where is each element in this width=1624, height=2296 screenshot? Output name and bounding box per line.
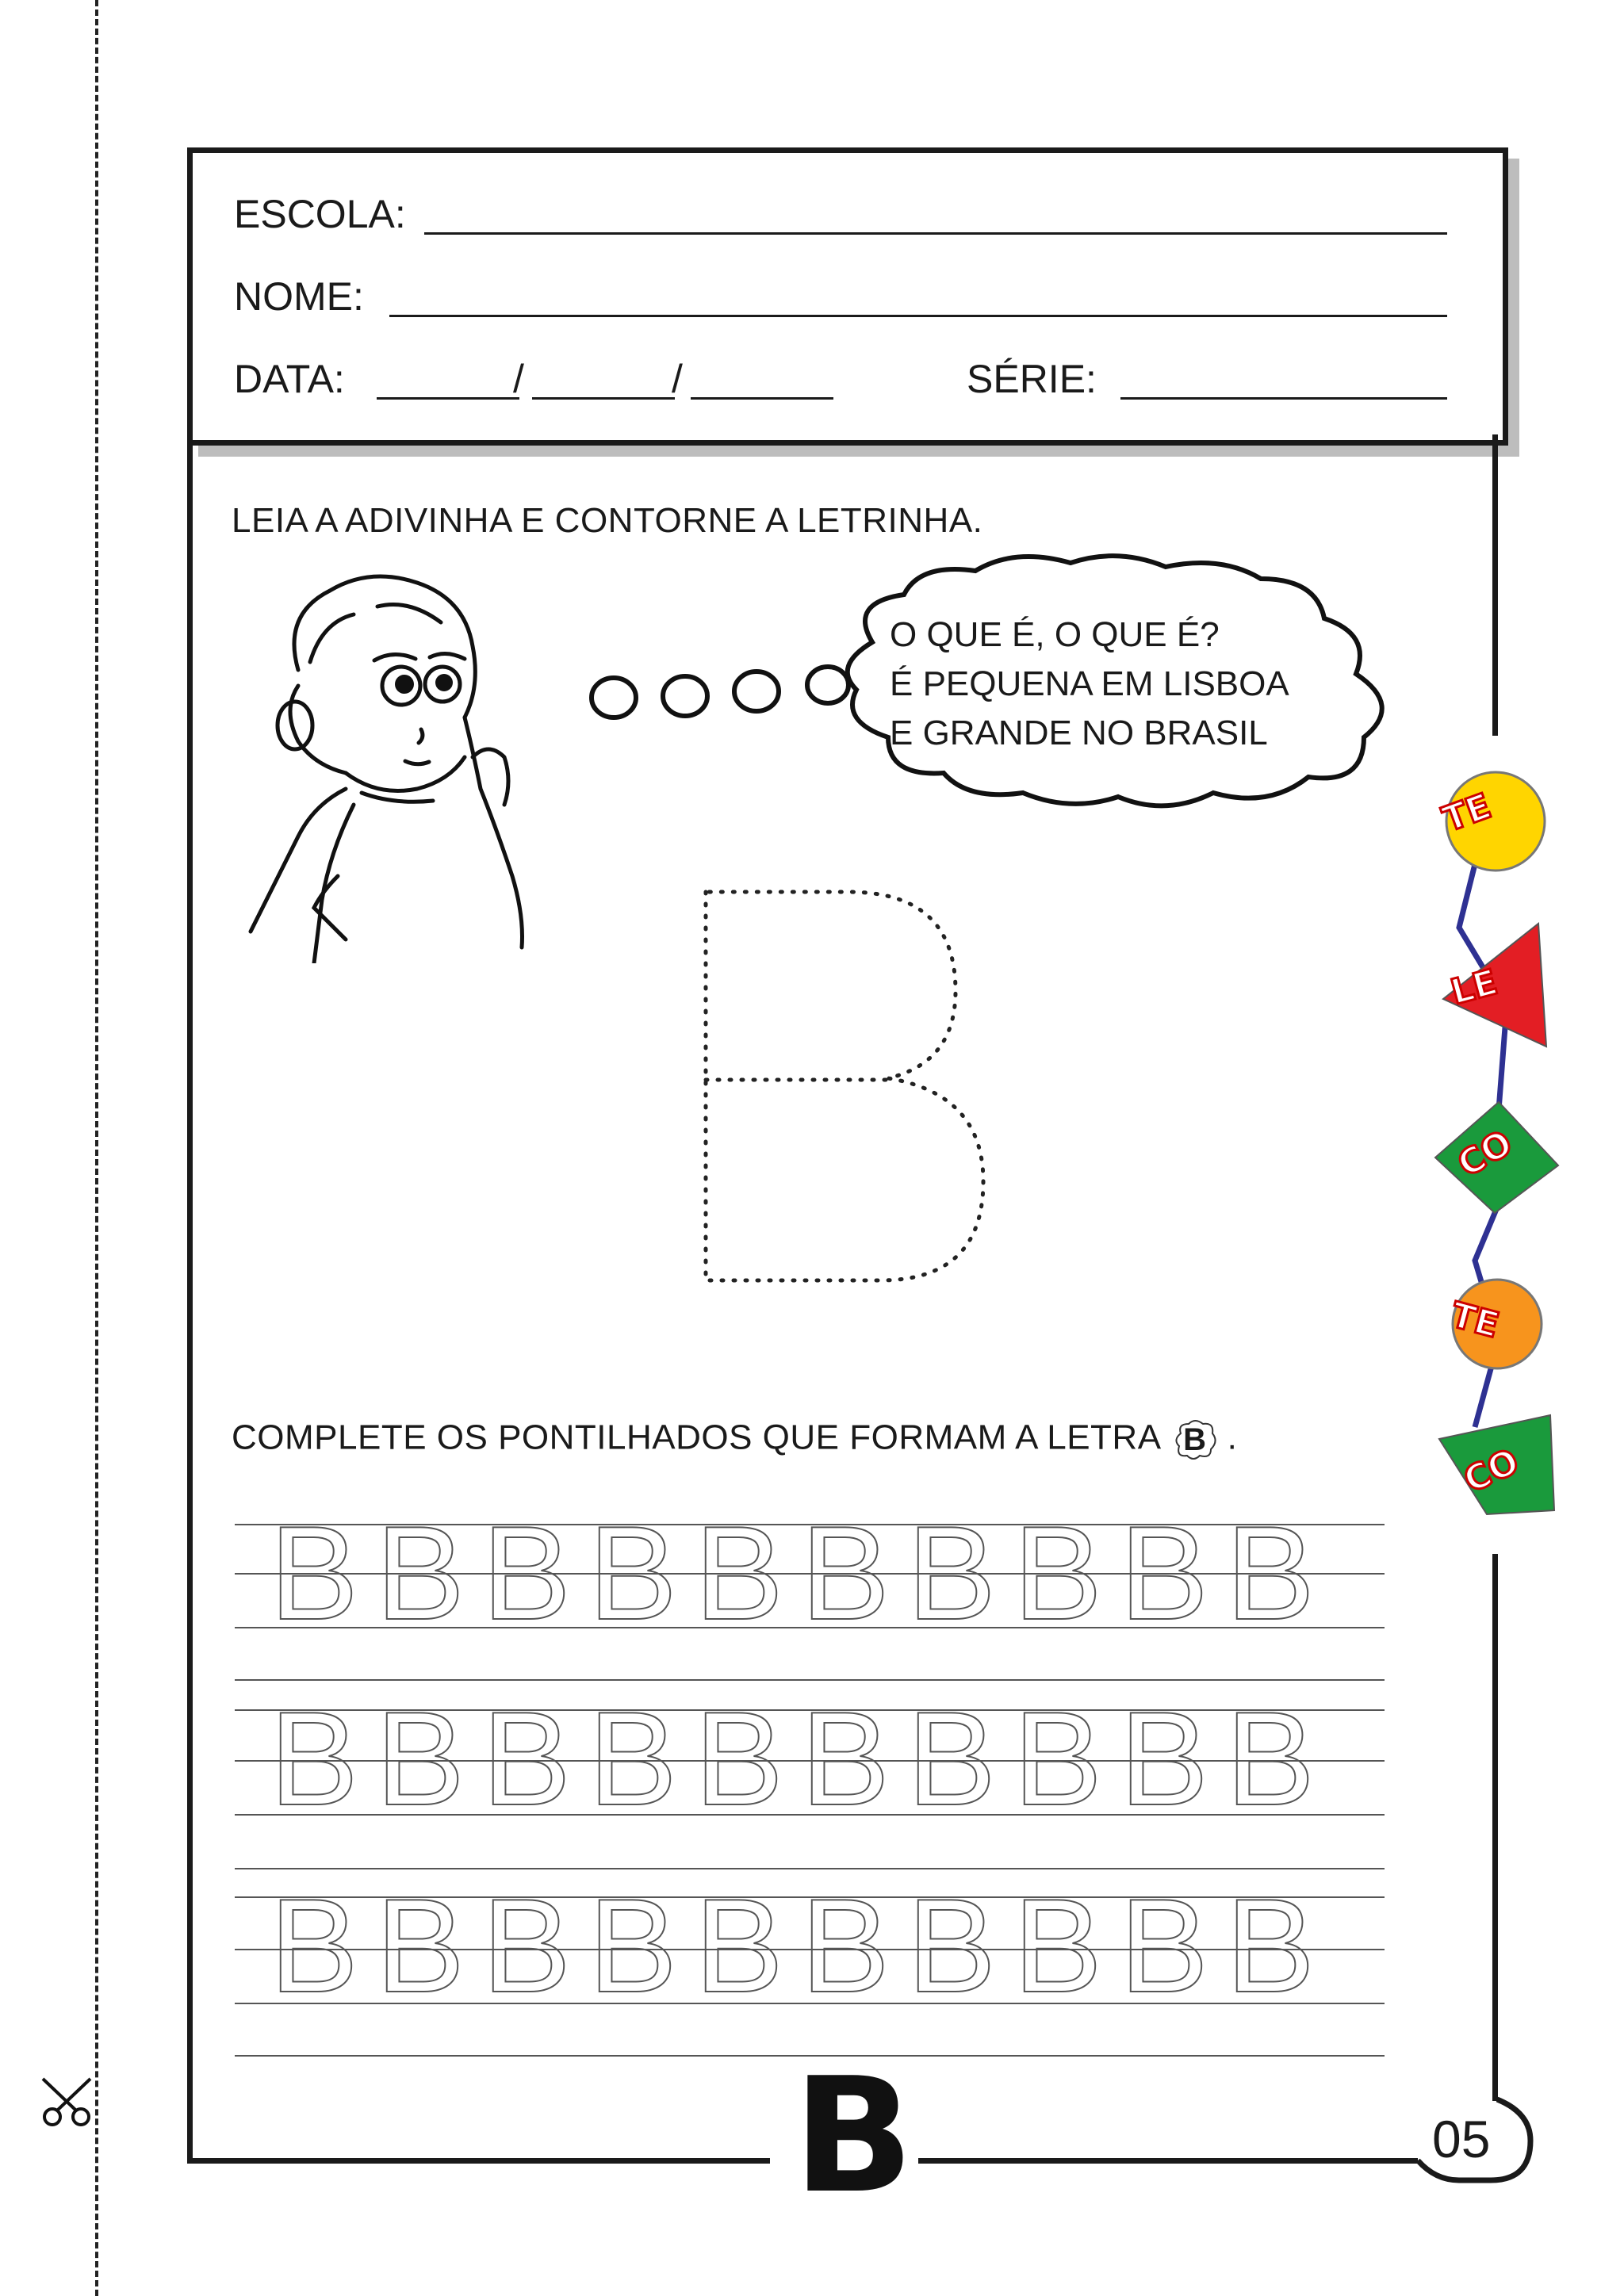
- exercise-instruction-text: COMPLETE OS PONTILHADOS QUE FORMAM A LETRA: [232, 1418, 1160, 1457]
- date-month-field[interactable]: [532, 397, 675, 400]
- trace-letter[interactable]: B: [695, 1498, 784, 1647]
- trace-letter[interactable]: B: [801, 1871, 891, 2020]
- guide-line: [235, 2003, 1385, 2004]
- riddle-text: [890, 610, 1289, 758]
- date-year-field[interactable]: [691, 397, 833, 400]
- guide-line: [235, 1679, 1385, 1681]
- guide-line: [235, 1949, 1385, 1950]
- date-separator: /: [513, 357, 524, 401]
- frame-border: [187, 2158, 770, 2164]
- guide-line: [235, 1524, 1385, 1525]
- trace-letter[interactable]: B: [1013, 1684, 1103, 1833]
- side-badge-label: TE: [1438, 786, 1496, 840]
- period: .: [1227, 1418, 1238, 1457]
- side-badge-label: CO: [1457, 1441, 1526, 1502]
- student-info-box: [187, 147, 1508, 446]
- name-field[interactable]: [389, 315, 1447, 317]
- side-badge-label: CO: [1450, 1122, 1519, 1186]
- thinking-boy-illustration: [235, 567, 544, 963]
- guide-line: [235, 1573, 1385, 1575]
- trace-letter[interactable]: B: [482, 1871, 572, 2020]
- riddle-line: E GRANDE NO BRASIL: [890, 714, 1268, 752]
- trace-letter[interactable]: B: [801, 1498, 891, 1647]
- school-label: ESCOLA:: [234, 192, 406, 236]
- badge-letter: B: [1183, 1422, 1207, 1457]
- trace-letter[interactable]: B: [270, 1498, 359, 1647]
- trace-letter[interactable]: B: [907, 1684, 997, 1833]
- page-number: 05: [1432, 2110, 1491, 2168]
- side-badge-label: TE: [1446, 1295, 1503, 1346]
- guide-line: [235, 1868, 1385, 1869]
- dotted-letter-b: [690, 880, 999, 1292]
- trace-letter[interactable]: B: [1013, 1871, 1103, 2020]
- grade-label: SÉRIE:: [967, 357, 1097, 401]
- cut-line: [95, 0, 98, 2296]
- trace-letter[interactable]: B: [1226, 1871, 1316, 2020]
- trace-letter[interactable]: B: [376, 1684, 465, 1833]
- trace-letter[interactable]: B: [588, 1684, 678, 1833]
- school-field[interactable]: [424, 232, 1447, 235]
- side-badge-label: LE: [1446, 962, 1502, 1013]
- footer-letter: B: [793, 2044, 914, 2229]
- trace-letter[interactable]: B: [482, 1684, 572, 1833]
- frame-border: [187, 434, 193, 2163]
- guide-line: [235, 1760, 1385, 1762]
- trace-letter[interactable]: B: [1226, 1684, 1316, 1833]
- exercise-instruction: [232, 1418, 1237, 1462]
- trace-letter[interactable]: B: [1013, 1498, 1103, 1647]
- riddle-line: É PEQUENA EM LISBOA: [890, 664, 1289, 703]
- trace-letter[interactable]: B: [588, 1871, 678, 2020]
- riddle-line: O QUE É, O QUE É?: [890, 615, 1220, 654]
- trace-letter[interactable]: B: [270, 1684, 359, 1833]
- name-label: NOME:: [234, 274, 364, 319]
- trace-letter[interactable]: B: [1120, 1498, 1209, 1647]
- trace-letter[interactable]: B: [695, 1871, 784, 2020]
- trace-letter[interactable]: B: [376, 1871, 465, 2020]
- grade-field[interactable]: [1120, 397, 1447, 400]
- trace-letter[interactable]: B: [270, 1871, 359, 2020]
- riddle-instruction: LEIA A ADIVINHA E CONTORNE A LETRINHA.: [232, 501, 983, 540]
- date-separator: /: [672, 357, 683, 401]
- frame-border: [1492, 1554, 1498, 2101]
- guide-line: [235, 1627, 1385, 1628]
- guide-line: [235, 1896, 1385, 1898]
- trace-letter[interactable]: B: [801, 1684, 891, 1833]
- trace-letter[interactable]: B: [482, 1498, 572, 1647]
- trace-letter[interactable]: B: [907, 1498, 997, 1647]
- trace-letter[interactable]: B: [1120, 1684, 1209, 1833]
- trace-letter[interactable]: B: [907, 1871, 997, 2020]
- trace-letter[interactable]: B: [1120, 1871, 1209, 2020]
- trace-letter[interactable]: B: [376, 1498, 465, 1647]
- date-label: DATA:: [234, 357, 345, 401]
- scissors-icon: [35, 2076, 98, 2139]
- trace-letter[interactable]: B: [588, 1498, 678, 1647]
- trace-letter[interactable]: B: [695, 1684, 784, 1833]
- frame-border: [1492, 434, 1498, 736]
- frame-border: [918, 2158, 1418, 2164]
- guide-line: [235, 1709, 1385, 1711]
- letter-badge: [1173, 1418, 1217, 1462]
- guide-line: [235, 1814, 1385, 1816]
- date-day-field[interactable]: [377, 397, 519, 400]
- trace-letter[interactable]: B: [1226, 1498, 1316, 1647]
